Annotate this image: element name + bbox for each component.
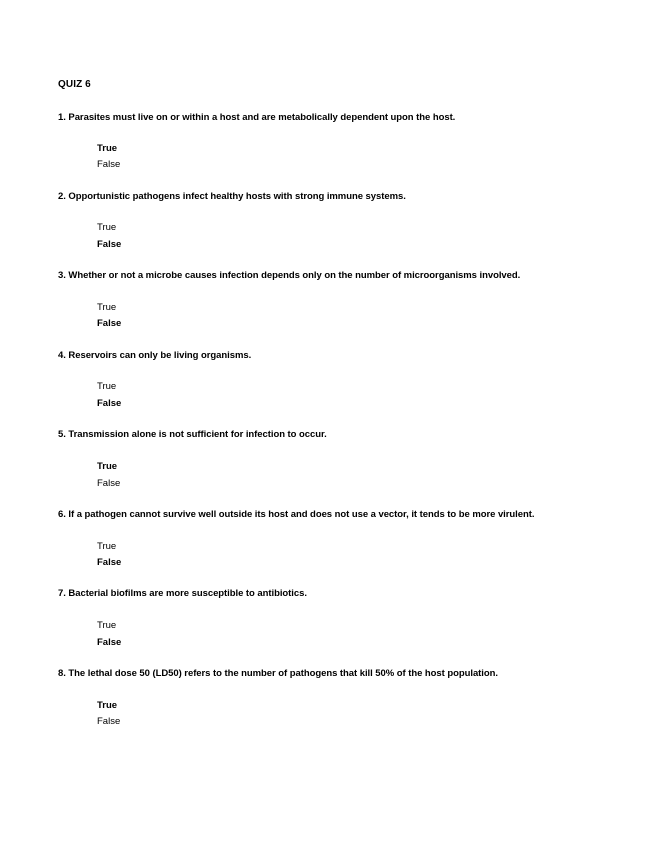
question-7-option-false[interactable]: False	[97, 637, 122, 648]
question-8-option-false[interactable]: False	[97, 716, 121, 727]
question-6-option-true[interactable]: True	[97, 541, 117, 552]
quiz-title: QUIZ 6	[58, 79, 91, 90]
question-3-option-false[interactable]: False	[97, 318, 122, 329]
question-8-option-true[interactable]: True	[97, 700, 118, 711]
question-2-option-false[interactable]: False	[97, 239, 122, 250]
question-1-text: 1. Parasites must live on or within a host and are metabolically dependent upon the host.	[58, 112, 456, 123]
question-5-option-false[interactable]: False	[97, 478, 121, 489]
question-8-text: 8. The lethal dose 50 (LD50) refers to the number of pathogens that kill 50% of the host population.	[58, 668, 498, 679]
question-1-option-true[interactable]: True	[97, 143, 118, 154]
question-3-option-true[interactable]: True	[97, 302, 117, 313]
question-7-text: 7. Bacterial biofilms are more susceptible to antibiotics.	[58, 588, 307, 599]
question-7-option-true[interactable]: True	[97, 620, 117, 631]
question-3-text: 3. Whether or not a microbe causes infection depends only on the number of microorganisms involved.	[58, 270, 521, 281]
question-2-option-true[interactable]: True	[97, 222, 117, 233]
question-6-text: 6. If a pathogen cannot survive well outside its host and does not use a vector, it tends to be more virulent.	[58, 509, 535, 520]
question-4-option-true[interactable]: True	[97, 381, 117, 392]
question-5-option-true[interactable]: True	[97, 461, 118, 472]
question-5-text: 5. Transmission alone is not sufficient for infection to occur.	[58, 429, 327, 440]
question-6-option-false[interactable]: False	[97, 557, 122, 568]
question-4-option-false[interactable]: False	[97, 398, 122, 409]
question-4-text: 4. Reservoirs can only be living organisms.	[58, 350, 252, 361]
question-2-text: 2. Opportunistic pathogens infect healthy hosts with strong immune systems.	[58, 191, 406, 202]
question-1-option-false[interactable]: False	[97, 159, 121, 170]
